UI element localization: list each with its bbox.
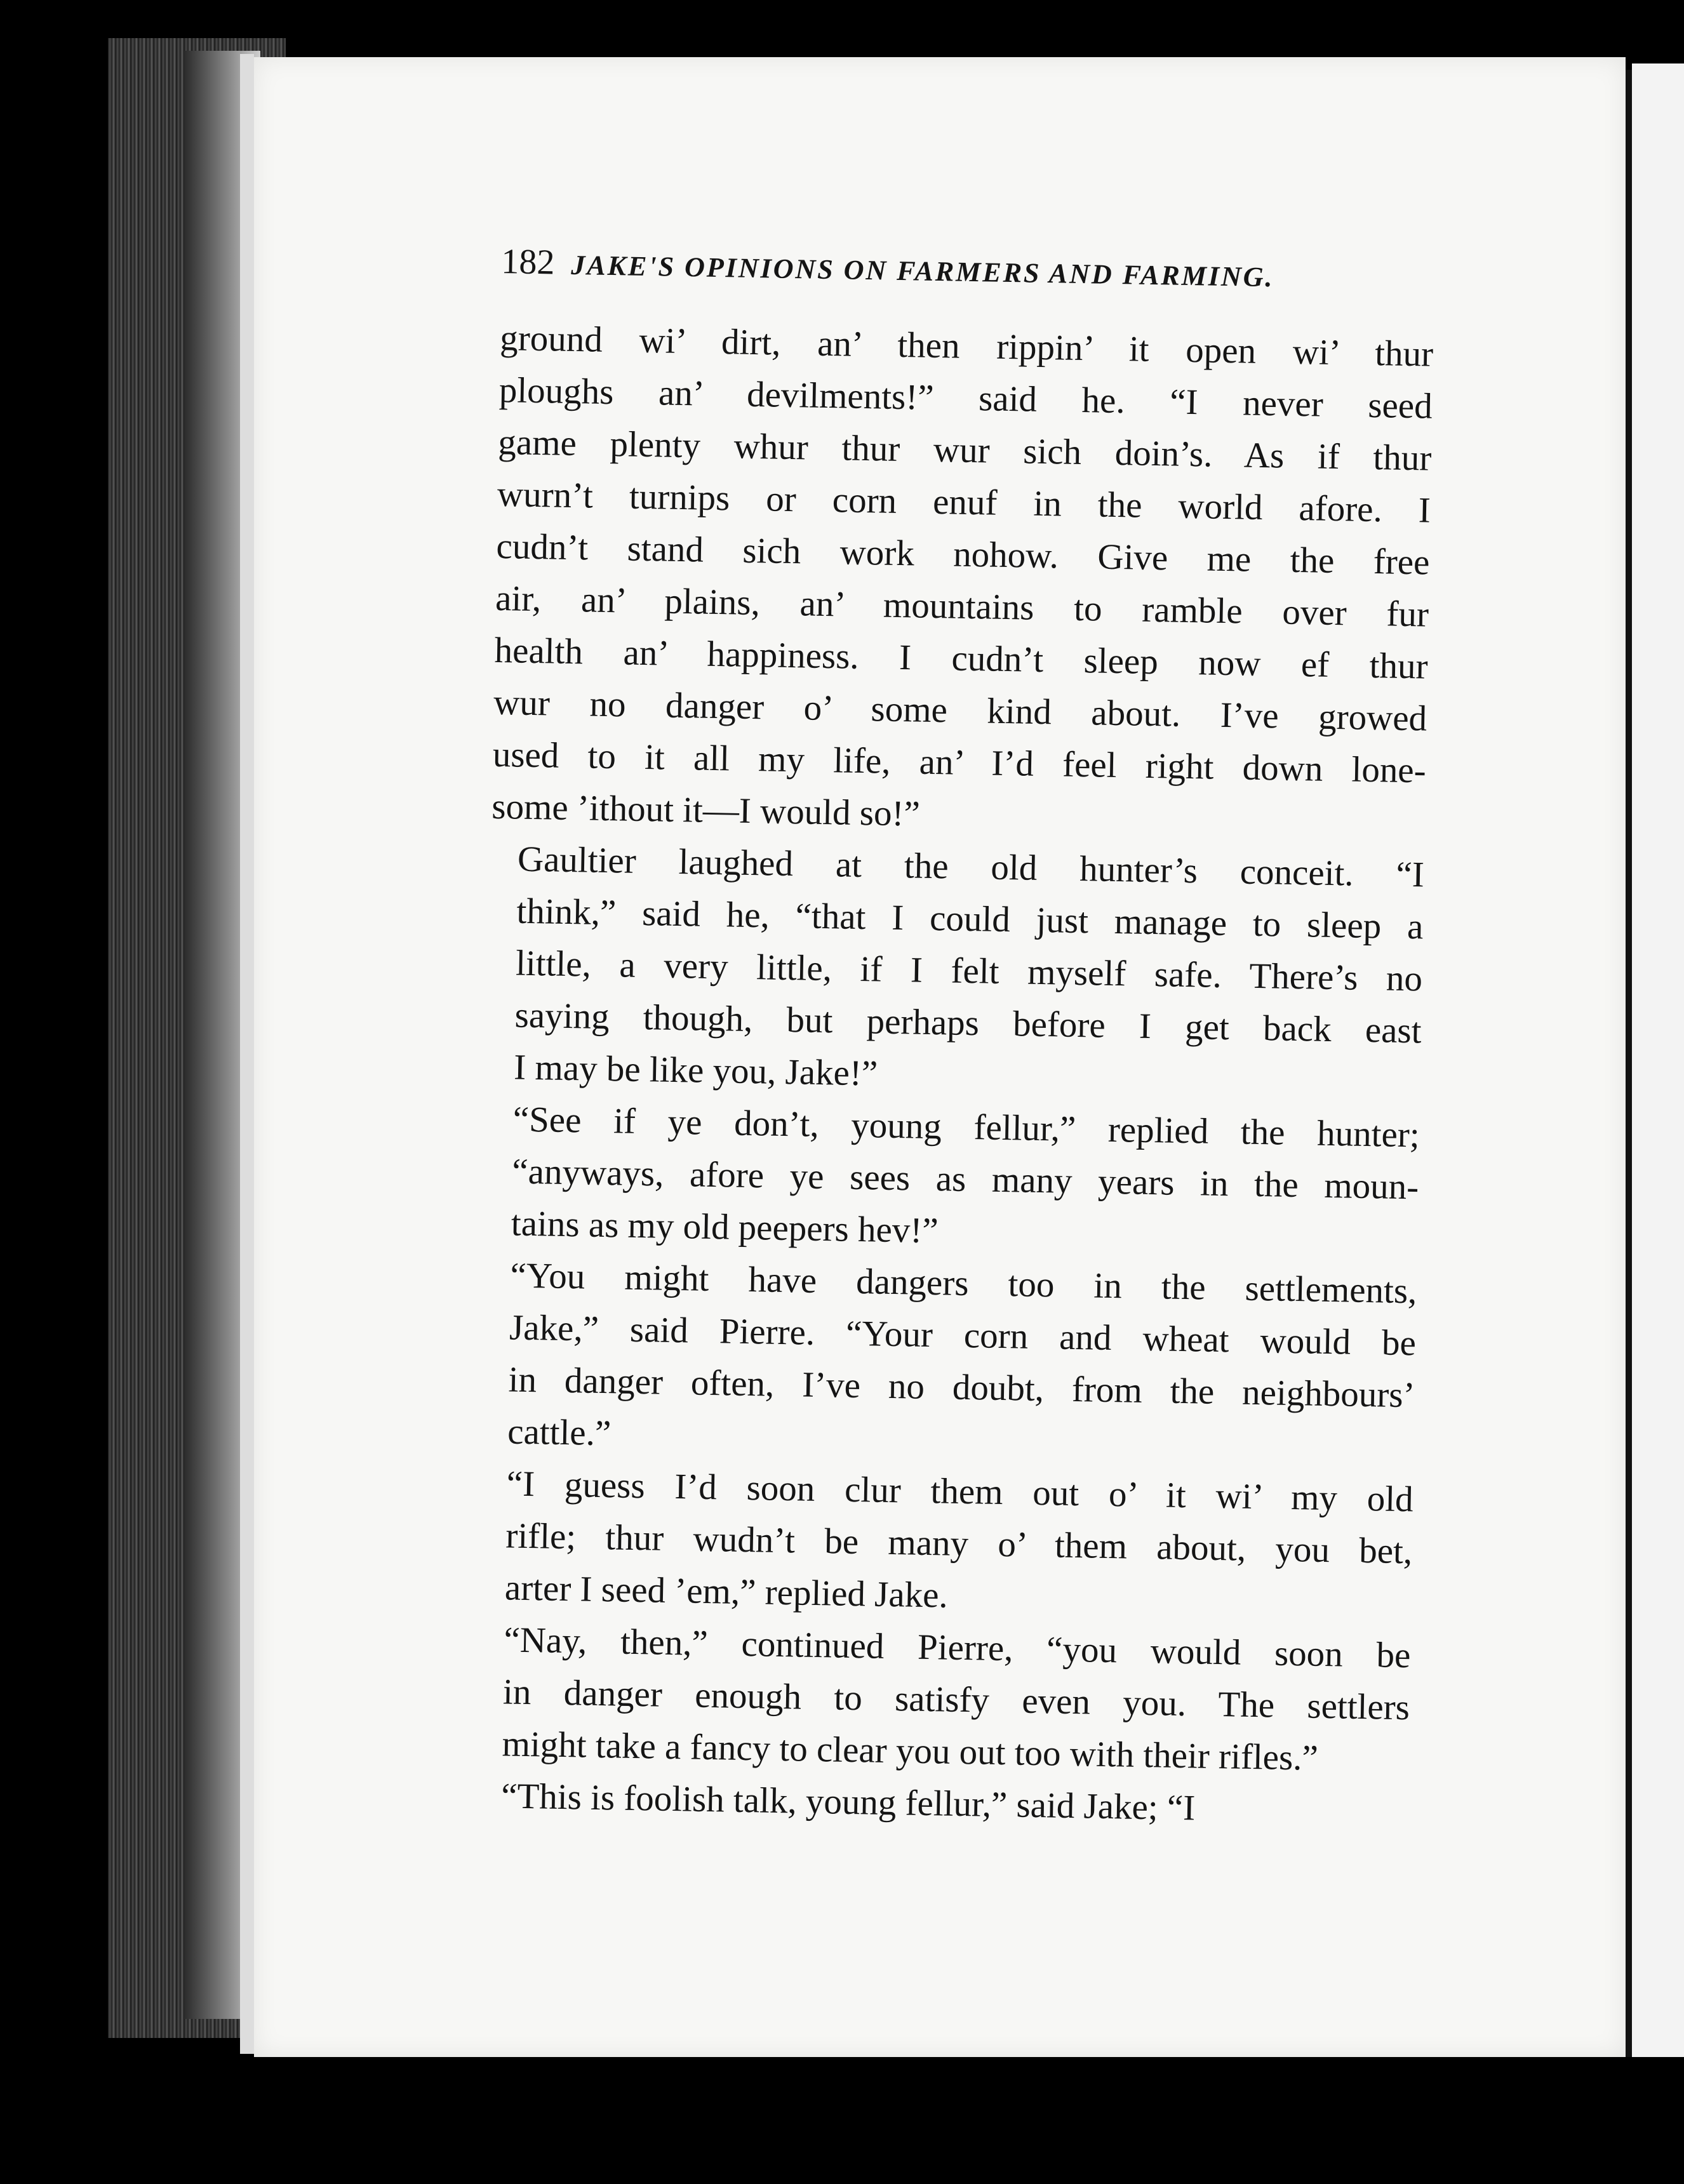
paragraph: [475, 1614, 1411, 1787]
paragraph: [484, 1093, 1420, 1266]
text-line: health an’ happiness. I cudn’t sleep now ef thur: [494, 630, 1429, 687]
text-line: wur no danger o’ some kind about. I’ve growed: [493, 682, 1427, 739]
text-line: ground wi’ dirt, an’ then rippin’ it open wi’ thur: [499, 317, 1434, 375]
text-line: I may be like you, Jake!”: [513, 1047, 878, 1094]
page-content: [474, 241, 1435, 1838]
text-line: cudn’t stand sich work nohow. Give me the free: [496, 526, 1430, 583]
paragraph: [478, 1458, 1413, 1630]
text-line: air, an’ plains, an’ mountains to ramble over fur: [495, 578, 1429, 635]
text-line: rifle; thur wudn’t be many o’ them about, you bet,: [505, 1515, 1413, 1572]
text-line: “Nay, then,” continued Pierre, “you would soon be: [504, 1620, 1411, 1676]
text-line: some ’ithout it—I would so!”: [491, 786, 921, 834]
text-line: Jake,” said Pierre. “Your corn and wheat would be: [509, 1307, 1417, 1364]
text-line: tains as my old peepers hev!”: [511, 1203, 939, 1251]
text-line: saying though, but perhaps before I get back east: [514, 995, 1422, 1051]
facing-page-strip: [1632, 63, 1684, 2057]
body-text: [474, 312, 1434, 1838]
text-line: little, a very little, if I felt myself safe. There’s no: [515, 943, 1423, 999]
text-line: “See if ye don’t, young fellur,” replied the hunter;: [512, 1099, 1420, 1155]
paragraph: [481, 1249, 1418, 1474]
text-line: wurn’t turnips or corn enuf in the world afore. I: [497, 474, 1431, 531]
text-line: used to it all my life, an’ I’d feel right down lone-: [492, 734, 1427, 791]
text-line: think,” said he, “that I could just manage to sleep a: [516, 891, 1424, 947]
text-line: “This is foolish talk, young fellur,” said Jake; “I: [500, 1776, 1196, 1828]
text-line: cattle.”: [507, 1411, 611, 1454]
text-line: Gaultier laughed at the old hunter’s conceit. “I: [517, 839, 1425, 895]
page-number: 182: [500, 241, 555, 283]
text-line: in danger enough to satisfy even you. The settlers: [502, 1672, 1410, 1728]
text-line: might take a fancy to clear you out too with their rifles.”: [502, 1724, 1319, 1778]
text-line: “anyways, afore ye sees as many years in the moun-: [511, 1151, 1419, 1208]
paragraph: [487, 833, 1425, 1110]
text-line: arter I seed ’em,” replied Jake.: [504, 1568, 949, 1616]
facing-page-edge: [1626, 70, 1632, 2057]
paragraph: [491, 312, 1434, 849]
text-line: “You might have dangers too in the settlements,: [510, 1255, 1417, 1312]
text-line: game plenty whur thur wur sich doin’s. As if thur: [497, 422, 1432, 479]
text-line: ploughs an’ devilments!” said he. “I never seed: [498, 370, 1433, 427]
text-line: “I guess I’d soon clur them out o’ it wi’ my old: [506, 1463, 1414, 1520]
page-margin-border: [240, 54, 254, 2054]
running-head: JAKE'S OPINIONS ON FARMERS AND FARMING.: [570, 249, 1274, 293]
text-line: in danger often, I’ve no doubt, from the neighbours’: [508, 1359, 1416, 1416]
